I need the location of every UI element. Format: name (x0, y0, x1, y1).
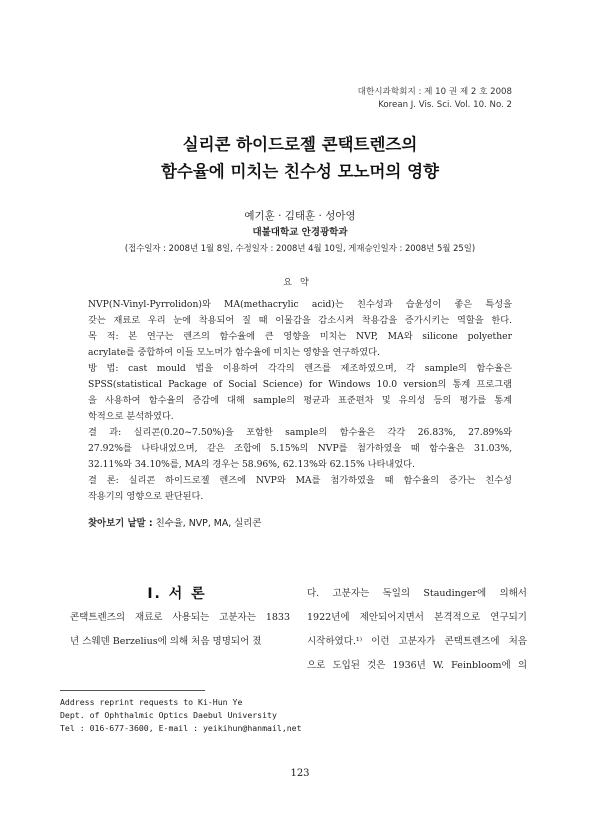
footnote-divider (60, 690, 205, 691)
paper-title-line-1: 실리콘 하이드로젤 콘택트렌즈의 (182, 135, 418, 154)
authors: 예기훈 · 김태훈 · 성아영 (244, 210, 356, 222)
abstract-line: 목 적: 본 연구는 렌즈의 함수율에 큰 영향을 미치는 NVP, MA와 silicone polyether (88, 331, 512, 342)
keywords-label: 찾아보기 낱말 : (88, 518, 153, 529)
journal-citation-korean: 대한시과학회지 : 제 10 권 제 2 호 2008 (357, 87, 512, 97)
body-text-line: 콘택트렌즈의 재료로 사용되는 고분자는 1833 (70, 612, 290, 623)
footnote-line: Tel : 016-677-3600, E-mail : yeikihun@hanmail,net (60, 723, 302, 733)
abstract-line: 27.92%를 나타내었으며, 같은 조합에 5.15%의 NVP를 첨가하였을 때 함수율은 31.03%, (88, 443, 512, 454)
abstract-line: 32.11%와 34.10%를, MA의 경우는 58.96%, 62.13%와 62.15% 나타내었다. (88, 459, 415, 470)
journal-header (358, 86, 512, 112)
keywords-values: 친수율, NVP, MA, 실리콘 (155, 518, 262, 529)
abstract-line: acrylate를 중합하여 이들 모노머가 함수율에 미치는 영향을 연구하였다. (88, 347, 380, 358)
abstract-line: 결 과: 실리콘(0.20~7.50%)을 포함한 sample의 함수율은 각각 26.83%, 27.89%와 (88, 427, 512, 438)
journal-citation-english: Korean J. Vis. Sci. Vol. 10. No. 2 (378, 100, 512, 110)
body-text-line: 으로 도입된 것은 1936년 W. Feinbloom에 의 (307, 660, 527, 671)
footnote-line: Dept. of Ophthalmic Optics Daebul University (60, 710, 277, 720)
abstract-line: SPSS(statistical Package of Social Science) for Windows 10.0 version의 통계 프로그램 (88, 379, 512, 390)
paper-title-line-2: 함수율에 미치는 친수성 모노머의 영향 (160, 162, 439, 181)
abstract-line: 방 법: cast mould 법을 이용하여 각각의 렌즈를 제조하였으며, 각 sample의 함수율은 (88, 363, 512, 374)
abstract-line: 작용기의 영향으로 판단된다. (88, 491, 204, 502)
affiliation: 대불대학교 안경광학과 (252, 227, 348, 238)
page-number: 123 (290, 768, 310, 779)
submission-dates: (접수일자 : 2008년 1월 8일, 수정일자 : 2008년 4월 10일, 게재승인일자 : 2008년 5월 25일) (124, 243, 476, 253)
abstract-heading: 요약 (283, 278, 317, 288)
body-text-line: 시작하였다.¹⁾ 이런 고분자가 콘택트렌즈에 처음 (307, 636, 527, 647)
section-heading-introduction: I. 서 론 (147, 586, 207, 602)
footnote-line: Address reprint requests to Ki-Hun Ye (60, 697, 243, 707)
abstract-line: 학적으로 분석하였다. (88, 411, 174, 422)
body-text-line: 다. 고분자는 독일의 Staudinger에 의해서 (307, 588, 527, 599)
body-text-line: 1922년에 제안되어지면서 본격적으로 연구되기 (307, 612, 527, 623)
abstract-line: 갖는 재료로 우리 눈에 착용되어 질 때 이물감을 감소시켜 착용감을 증가시키는 역할을 한다. (88, 315, 512, 326)
abstract-line: 을 사용하여 함수율의 증감에 대해 sample의 평균과 표준편차 및 유의성 등의 평가를 통계 (88, 395, 512, 406)
abstract-line: NVP(N-Vinyl-Pyrrolidon)와 MA(methacrylic acid)는 친수성과 습윤성이 좋은 특성을 (88, 299, 512, 310)
abstract-line: 결 론: 실리콘 하이드로젤 렌즈에 NVP와 MA를 첨가하였을 때 함수율의 증가는 친수성 (88, 475, 512, 486)
keywords (88, 515, 261, 529)
body-text-line: 년 스웨덴 Berzelius에 의해 처음 명명되어 졌 (70, 636, 262, 647)
